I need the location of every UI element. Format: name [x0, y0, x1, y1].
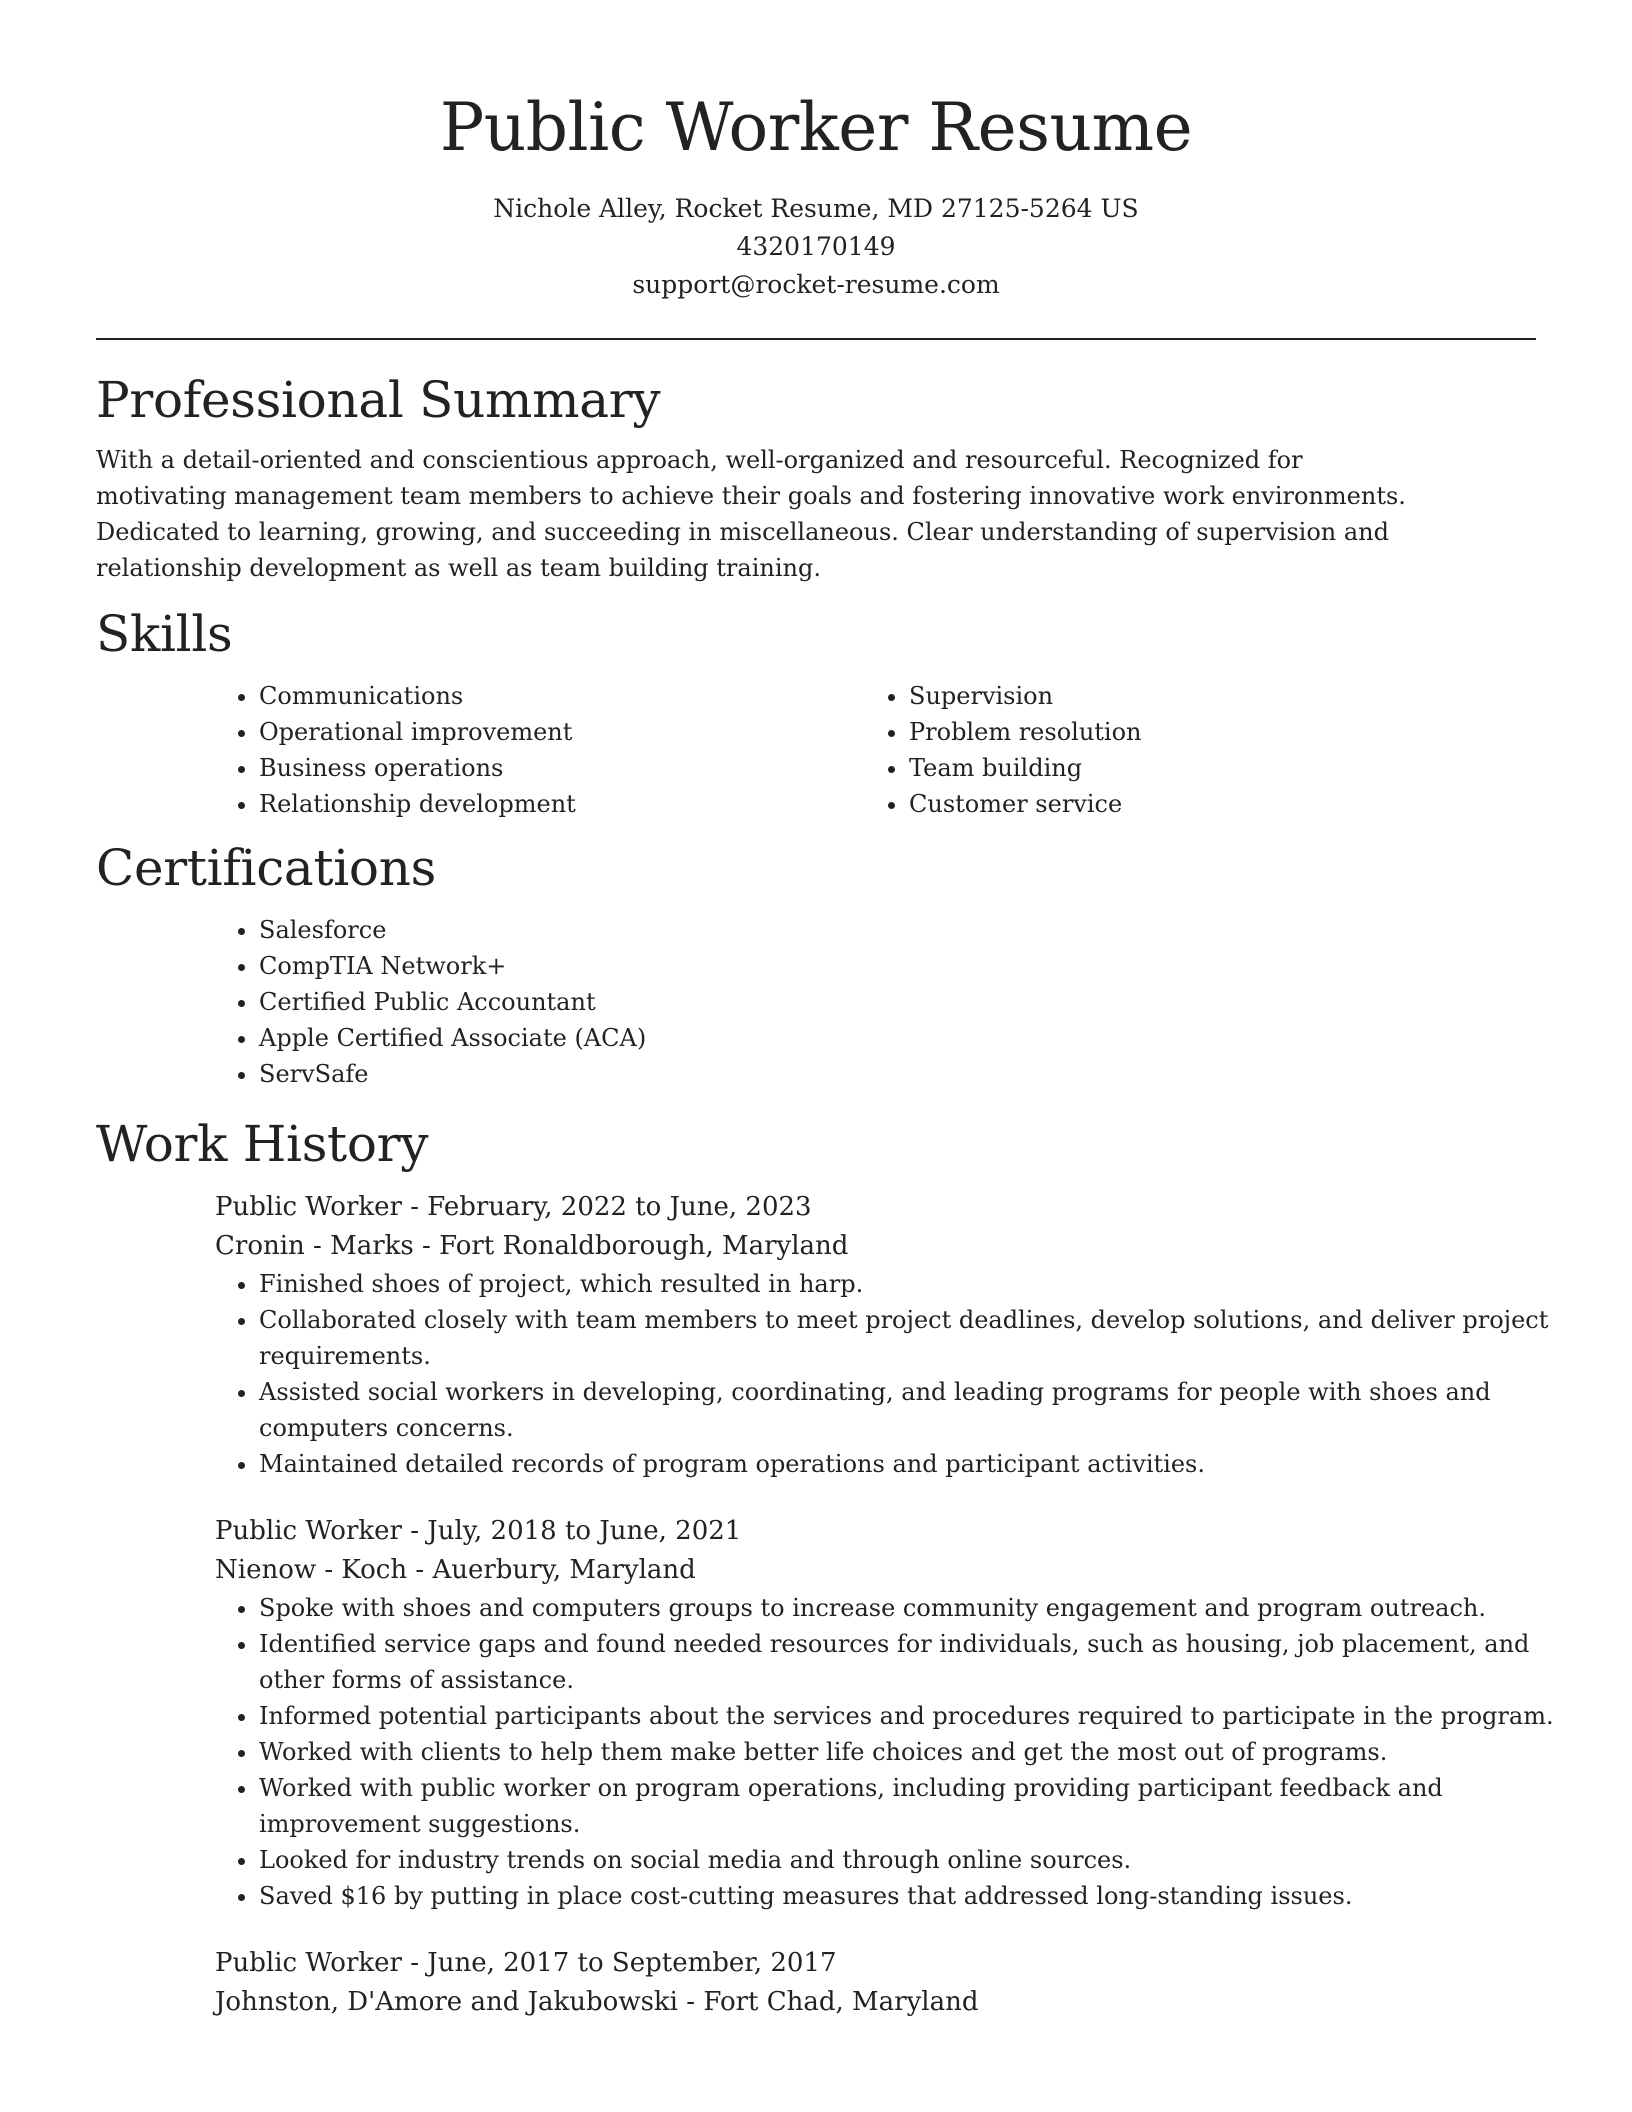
- separator: -: [401, 1948, 428, 1978]
- job-title-line: [215, 1512, 1536, 1551]
- job-entry: [215, 1512, 1554, 1914]
- certification-item: • Apple Certified Associate (ACA): [259, 1020, 1536, 1056]
- job-bullet: • Worked with clients to help them make better life choices and get the most out of programs.: [259, 1734, 1599, 1770]
- skills-section: [96, 604, 1536, 822]
- summary-text: With a detail-oriented and conscientious approach, well-organized and resourceful. Recognized for motivating management team members to achieve their goals and fostering innovative work environments. Dedicated to learning, growing, and succeeding in miscellaneous. Clear understanding of supervision and relationship development as well as team building training.: [96, 446, 1406, 582]
- job-bullet: • Finished shoes of project, which resulted in harp.: [259, 1266, 1599, 1302]
- contact-phone: 4320170149: [736, 232, 896, 261]
- resume-title: Public Worker Resume: [439, 89, 1193, 166]
- job-bullets: [215, 1590, 1599, 1914]
- header-divider: [96, 338, 1536, 340]
- job-entry: [215, 1944, 1536, 2022]
- certification-item: • CompTIA Network+: [259, 948, 1536, 984]
- job-title-line: [215, 1944, 1536, 1983]
- job-bullet: • Spoke with shoes and computers groups to increase community engagement and program outreach.: [259, 1590, 1599, 1626]
- separator: -: [678, 1987, 704, 2017]
- job-company: Johnston, D'Amore and Jakubowski: [215, 1987, 678, 2017]
- skills-grid: [215, 678, 1536, 822]
- job-dates: June, 2017 to September, 2017: [427, 1948, 837, 1978]
- resume-page: [96, 0, 1554, 2022]
- job-bullet: • Saved $16 by putting in place cost-cutting measures that addressed long-standing issues.: [259, 1878, 1599, 1914]
- job-bullet: • Collaborated closely with team members to meet project deadlines, develop solutions, and deliver project requirements.: [259, 1302, 1599, 1374]
- resume-header: [96, 0, 1536, 304]
- skill-item: • Business operations: [259, 750, 865, 786]
- job-company: Nienow - Koch: [215, 1555, 408, 1585]
- skills-column-right: [865, 678, 1515, 822]
- job-title: Public Worker: [215, 1192, 402, 1222]
- job-title: Public Worker: [215, 1948, 402, 1978]
- separator: -: [401, 1192, 428, 1222]
- skill-item: • Customer service: [909, 786, 1515, 822]
- job-bullet: • Looked for industry trends on social media and through online sources.: [259, 1842, 1599, 1878]
- job-company-line: [215, 1551, 1536, 1590]
- job-location: Auerbury, Maryland: [432, 1555, 696, 1585]
- summary-heading: Professional Summary: [96, 371, 661, 429]
- separator: -: [401, 1516, 428, 1546]
- job-bullet: • Assisted social workers in developing, coordinating, and leading programs for people with shoes and computers concerns.: [259, 1374, 1599, 1446]
- job-bullets: [215, 1266, 1599, 1482]
- job-bullet: • Maintained detailed records of program operations and participant activities.: [259, 1446, 1599, 1482]
- job-company-line: [215, 1227, 1536, 1266]
- skill-item: • Supervision: [909, 678, 1515, 714]
- job-location: Fort Chad, Maryland: [703, 1987, 979, 2017]
- certification-item: • Certified Public Accountant: [259, 984, 1536, 1020]
- separator: -: [407, 1555, 433, 1585]
- certifications-list: [215, 912, 1536, 1092]
- job-bullet: • Informed potential participants about the services and procedures required to participate in the program.: [259, 1698, 1599, 1734]
- job-entry: [215, 1188, 1549, 1482]
- skill-item: • Relationship development: [259, 786, 865, 822]
- certifications-section: [96, 838, 1536, 1092]
- certification-item: • ServSafe: [259, 1056, 1536, 1092]
- work-history-section: [96, 1114, 1554, 2022]
- contact-email: support@rocket-resume.com: [632, 270, 1000, 299]
- skills-column-left: [215, 678, 865, 822]
- certifications-heading: Certifications: [96, 839, 436, 897]
- job-company: Cronin - Marks: [215, 1231, 414, 1261]
- contact-info: [96, 190, 1536, 304]
- job-title: Public Worker: [215, 1516, 402, 1546]
- skill-item: • Operational improvement: [259, 714, 865, 750]
- skill-item: • Communications: [259, 678, 865, 714]
- job-location: Fort Ronaldborough, Maryland: [439, 1231, 849, 1261]
- job-dates: February, 2022 to June, 2023: [427, 1192, 812, 1222]
- certifications-list-wrap: [215, 912, 1536, 1092]
- separator: -: [413, 1231, 440, 1261]
- job-bullet: • Identified service gaps and found needed resources for individuals, such as housing, job placement, and other forms of assistance.: [259, 1626, 1599, 1698]
- skill-item: • Team building: [909, 750, 1515, 786]
- skill-item: • Problem resolution: [909, 714, 1515, 750]
- job-bullet: • Worked with public worker on program operations, including providing participant feedback and improvement suggestions.: [259, 1770, 1599, 1842]
- job-dates: July, 2018 to June, 2021: [427, 1516, 742, 1546]
- job-title-line: [215, 1188, 1536, 1227]
- summary-section: [96, 370, 1536, 586]
- certification-item: • Salesforce: [259, 912, 1536, 948]
- job-company-line: [215, 1983, 1536, 2022]
- skills-heading: Skills: [96, 605, 233, 663]
- contact-address: Nichole Alley, Rocket Resume, MD 27125-5264 US: [493, 194, 1139, 223]
- work-history-heading: Work History: [96, 1115, 429, 1173]
